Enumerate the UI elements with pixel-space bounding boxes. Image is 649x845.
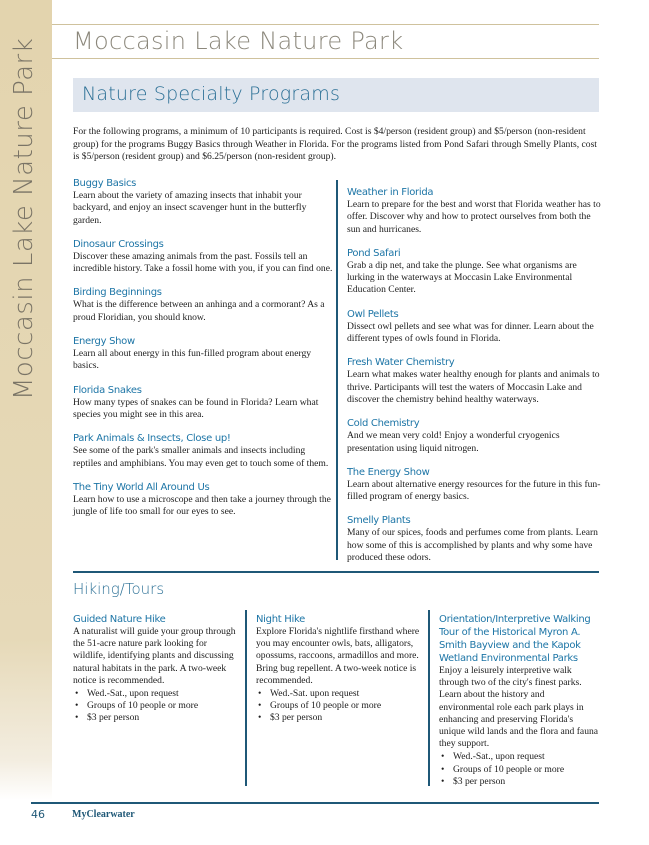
tour-detail: • $3 per person [439,776,599,788]
program-description: Dissect owl pellets and see what was for dinner. Learn about the different types of owls found in Florida. [347,320,594,345]
park-title: Moccasin Lake Nature Park [73,27,404,55]
program-description: How many types of snakes can be found in Florida? Learn what species you might see in this area. [73,396,319,420]
page-number: 46 [31,808,45,821]
program-item [73,335,333,373]
program-item [347,466,602,504]
program-item [73,238,333,276]
program-item [347,247,602,297]
tour-item [73,613,241,725]
program-title: The Tiny World All Around Us [73,481,210,493]
program-title: Dinosaur Crossings [73,238,164,250]
side-band [0,0,52,800]
tour-detail: • Wed.-Sat. upon request [256,688,421,700]
program-description: Discover these amazing animals from the past. Fossils tell an incredible history. Take a fossil home with you, if you can find one. [73,250,333,275]
tour-title: Night Hike [256,614,305,625]
program-title: Buggy Basics [73,178,137,189]
program-description: Learn to prepare for the best and worst that Florida weather has to offer. Discover why and how to protect ourselves from both the sun and hurricanes. [347,199,601,235]
side-title: Moccasin Lake Nature Park [9,37,39,400]
program-description: Learn how to use a microscope and then take a journey through the jungle of life too small for our eyes to see. [73,493,331,518]
program-title: Pond Safari [347,247,401,259]
tour-details-list [439,751,599,788]
section-divider [73,571,599,573]
program-description: Many of our spices, foods and perfumes come from plants. Learn how some of this is accomplished by plants and why some have produced these odors. [347,527,598,564]
program-item [73,432,333,470]
program-item [73,384,333,422]
program-description: Grab a dip net, and take the plunge. See what organisms are lurking in the waterways at Moccasin Lake Environmental Education Center. [347,259,577,296]
header-bottom-rule [52,58,599,59]
program-title: Owl Pellets [347,308,399,320]
program-description: Learn all about energy in this fun-filled program about energy basics. [73,348,312,372]
tour-detail: • $3 per person [256,712,421,724]
program-title: Weather in Florida [347,187,434,198]
program-title: Energy Show [73,336,135,348]
tour-title: Guided Nature Hike [73,614,166,625]
hiking-heading: Hiking/Tours [73,580,165,598]
tour-detail: • Groups of 10 people or more [256,700,421,712]
program-title: Florida Snakes [73,384,142,396]
tour-detail: • $3 per person [73,712,241,724]
programs-left-column [73,177,333,529]
tour-details-list [256,688,421,725]
tour-description: A naturalist will guide your group through the 51-acre nature park looking for wildlife, identifying plants and discussing natural habitats in the park. A two-week notice is recommended. [73,626,236,686]
program-item [347,356,602,406]
program-title: The Energy Show [347,466,430,478]
program-title: Park Animals & Insects, Close up! [73,433,231,445]
tour-detail: • Groups of 10 people or more [73,700,241,712]
footer-rule [31,802,599,804]
column-divider [336,180,338,560]
tour-details-list [73,688,241,725]
publication-name: MyClearwater [72,809,135,820]
tour-description: Enjoy a leisurely interpretive walk through two of the city's finest parks. Learn about the history and environmental role each park plays in enhancing and preserving Florida's unique wild lands and the flora and fauna they support. [439,665,599,750]
program-description: Learn about the variety of amazing insects that inhabit your backyard, and enjoy an insect scavenger hunt in the butterfly garden. [73,190,307,226]
program-item [73,481,333,519]
tour-column-divider [428,610,430,786]
program-description: What is the difference between an anhinga and a cormorant? As a proud Floridian, you should know. [73,299,325,323]
program-title: Birding Beginnings [73,287,162,299]
program-item [73,177,333,227]
tour-item [256,613,421,725]
header-top-rule [52,24,599,25]
program-item [347,186,602,236]
program-description: See some of the park's smaller animals and insects including reptiles and amphibians. You may even get to touch some of them. [73,445,329,469]
section-title: Nature Specialty Programs [82,83,341,105]
tour-detail: • Wed.-Sat., upon request [73,688,241,700]
programs-right-column [347,186,602,575]
tour-detail: • Wed.-Sat., upon request [439,751,599,763]
intro-paragraph: For the following programs, a minimum of 10 participants is required. Cost is $4/person (resident group) and $5/person (non-resident group) for the programs Buggy Basics through Weather in Florida. For the programs listed from Pond Safari through Smelly Plants, cost is $5/person (resident group) and $6.25/person (non-resident group). [73,126,597,162]
program-description: Learn about alternative energy resources for the future in this fun-filled program of energy basics. [347,478,601,503]
program-item [347,514,602,564]
tour-column-divider [245,610,247,786]
tour-description: Explore Florida's nightlife firsthand where you may encounter owls, bats, alligators, opossums, raccoons, armadillos and more. Bring bug repellent. A two-week notice is recommended. [256,626,420,686]
tour-title: Orientation/Interpretive Walking Tour of the Historical Myron A. Smith Bayview and the Kapok Wetland Environmental Parks [439,614,591,664]
program-title: Smelly Plants [347,515,411,527]
program-item [73,286,333,324]
section-banner [73,78,599,112]
tour-detail: • Groups of 10 people or more [439,764,599,776]
tour-item [439,613,599,788]
program-item [347,417,602,455]
program-description: And we mean very cold! Enjoy a wonderful cryogenics presentation using liquid nitrogen. [347,430,560,454]
program-title: Cold Chemistry [347,418,420,430]
program-title: Fresh Water Chemistry [347,357,455,369]
program-item [347,308,602,346]
program-description: Learn what makes water healthy enough for plants and animals to thrive. Participants will test the waters of Moccasin Lake and discover the chemistry behind healthy waterways. [347,369,600,405]
